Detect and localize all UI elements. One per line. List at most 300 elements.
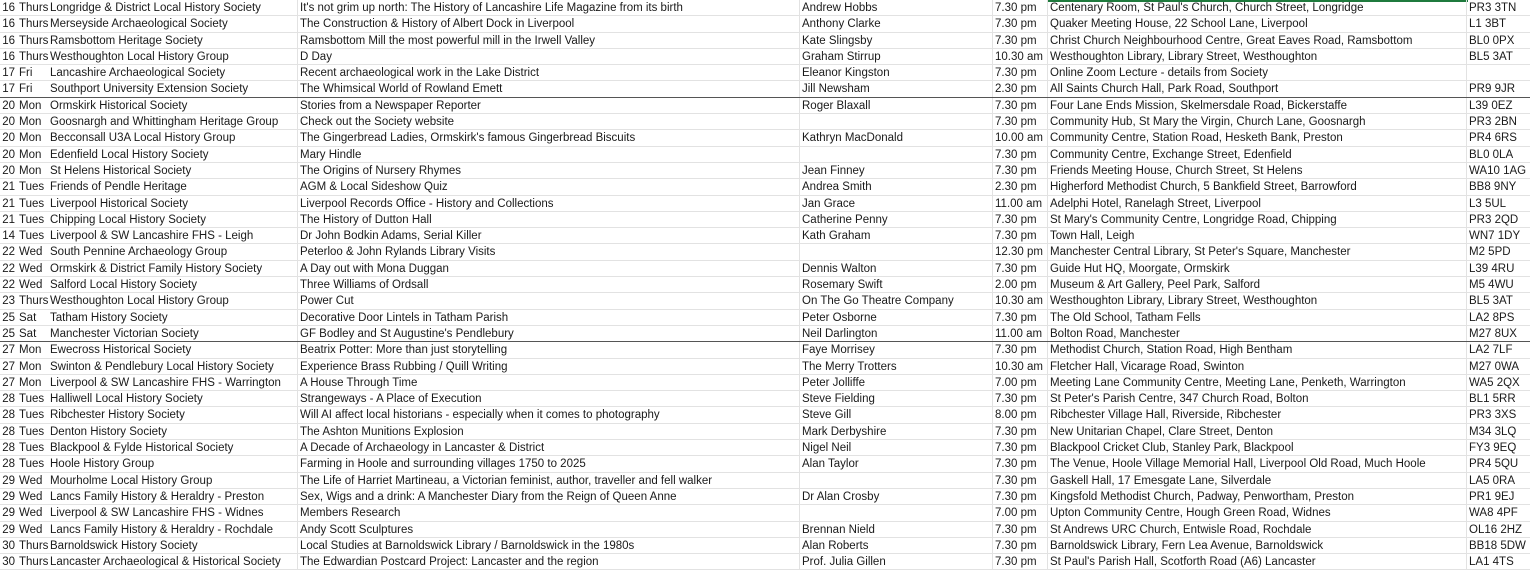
cell-time[interactable]: 7.30 pm xyxy=(993,114,1048,129)
cell-talk-title[interactable]: Members Research xyxy=(298,505,800,520)
cell-venue[interactable]: Adelphi Hotel, Ranelagh Street, Liverpool xyxy=(1048,196,1467,211)
cell-speaker[interactable]: Rosemary Swift xyxy=(800,277,993,292)
cell-postcode[interactable]: BB8 9NY xyxy=(1469,181,1517,194)
cell-time[interactable]: 7.30 pm xyxy=(993,147,1048,162)
cell-time[interactable]: 7.30 pm xyxy=(993,424,1048,439)
cell-venue[interactable]: Guide Hut HQ, Moorgate, Ormskirk xyxy=(1048,261,1467,276)
cell-postcode[interactable]: WA10 1AG xyxy=(1469,164,1527,177)
table-row xyxy=(0,489,1530,505)
cell-postcode[interactable]: WA8 4PF xyxy=(1469,507,1518,520)
cell-time[interactable]: 7.30 pm xyxy=(993,440,1048,455)
cell-date[interactable]: 22 xyxy=(2,262,15,275)
cell-speaker[interactable]: Anthony Clarke xyxy=(800,16,993,31)
cell-postcode[interactable]: PR3 3XS xyxy=(1469,409,1517,422)
cell-day[interactable]: Thurs xyxy=(19,295,48,308)
cell-society[interactable]: Lancs Family History & Heraldry - Rochdale xyxy=(48,522,298,537)
cell-venue[interactable]: Blackpool Cricket Club, Stanley Park, Blackpool xyxy=(1048,440,1467,455)
cell-speaker[interactable] xyxy=(800,473,993,488)
cell-date[interactable]: 14 xyxy=(2,230,15,243)
cell-postcode[interactable]: PR1 9EJ xyxy=(1469,490,1515,503)
cell-talk-title[interactable]: A Day out with Mona Duggan xyxy=(298,261,800,276)
cell-postcode[interactable]: L39 0EZ xyxy=(1469,99,1513,112)
cell-day[interactable]: Wed xyxy=(19,262,43,275)
table-row xyxy=(0,424,1530,440)
cell-postcode[interactable]: M27 0WA xyxy=(1469,360,1520,373)
cell-date[interactable]: 20 xyxy=(2,164,15,177)
cell-postcode[interactable]: BL0 0LA xyxy=(1469,148,1514,161)
cell-talk-title[interactable]: Stories from a Newspaper Reporter xyxy=(298,98,800,113)
table-row xyxy=(0,212,1530,228)
cell-postcode[interactable]: PR3 2BN xyxy=(1469,116,1517,129)
cell-society[interactable]: Southport University Extension Society xyxy=(48,81,298,96)
cell-venue[interactable]: Ribchester Village Hall, Riverside, Ribchester xyxy=(1048,407,1467,422)
cell-time[interactable]: 10.30 am xyxy=(993,49,1048,64)
cell-speaker[interactable]: Steve Gill xyxy=(800,407,993,422)
cell-day[interactable]: Mon xyxy=(19,116,42,129)
cell-postcode[interactable]: M5 4WU xyxy=(1469,279,1514,292)
table-row xyxy=(0,326,1530,342)
cell-society[interactable]: Ramsbottom Heritage Society xyxy=(48,33,298,48)
cell-venue[interactable]: Centenary Room, St Paul's Church, Church Street, Longridge xyxy=(1048,0,1467,15)
cell-talk-title[interactable]: Beatrix Potter: More than just storytelling xyxy=(298,342,800,357)
cell-day[interactable]: Wed xyxy=(19,246,43,259)
cell-postcode[interactable]: LA5 0RA xyxy=(1469,474,1516,487)
cell-speaker[interactable]: Kathryn MacDonald xyxy=(800,130,993,145)
cell-society[interactable]: Liverpool & SW Lancashire FHS - Warrington xyxy=(48,375,298,390)
cell-time[interactable]: 7.30 pm xyxy=(993,473,1048,488)
cell-talk-title[interactable]: Decorative Door Lintels in Tatham Parish xyxy=(298,310,800,325)
cell-time[interactable]: 2.30 pm xyxy=(993,81,1048,96)
cell-postcode[interactable]: LA2 7LF xyxy=(1469,344,1513,357)
cell-talk-title[interactable]: Experience Brass Rubbing / Quill Writing xyxy=(298,359,800,374)
cell-day[interactable]: Tues xyxy=(19,442,45,455)
table-row xyxy=(0,0,1530,16)
cell-date[interactable]: 28 xyxy=(2,442,15,455)
cell-speaker[interactable]: Andrew Hobbs xyxy=(800,0,993,15)
cell-society[interactable]: Ewecross Historical Society xyxy=(48,342,298,357)
cell-postcode[interactable]: WN7 1DY xyxy=(1469,230,1521,243)
cell-postcode[interactable] xyxy=(1467,65,1530,80)
cell-talk-title[interactable]: It's not grim up north: The History of Lancashire Life Magazine from its birth xyxy=(298,0,800,15)
cell-day[interactable]: Fri xyxy=(19,67,33,80)
cell-speaker[interactable]: Andrea Smith xyxy=(800,179,993,194)
cell-venue[interactable]: St Peter's Parish Centre, 347 Church Road, Bolton xyxy=(1048,391,1467,406)
cell-day[interactable]: Thurs xyxy=(19,50,48,63)
cell-time[interactable]: 11.00 am xyxy=(993,326,1048,341)
cell-time[interactable]: 7.00 pm xyxy=(993,375,1048,390)
cell-date[interactable]: 20 xyxy=(2,99,15,112)
cell-postcode[interactable]: WA5 2QX xyxy=(1469,376,1520,389)
cell-time[interactable]: 7.30 pm xyxy=(993,0,1048,15)
cell-day[interactable]: Wed xyxy=(19,523,43,536)
cell-day[interactable]: Mon xyxy=(19,148,42,161)
cell-date[interactable]: 17 xyxy=(2,67,15,80)
table-row xyxy=(0,33,1530,49)
cell-postcode[interactable]: LA1 4TS xyxy=(1469,556,1514,569)
cell-date[interactable]: 27 xyxy=(2,360,15,373)
cell-day[interactable]: Mon xyxy=(19,344,42,357)
cell-postcode[interactable]: PR4 5QU xyxy=(1469,458,1519,471)
cell-talk-title[interactable]: A Decade of Archaeology in Lancaster & District xyxy=(298,440,800,455)
cell-venue[interactable]: Christ Church Neighbourhood Centre, Great Eaves Road, Ramsbottom xyxy=(1048,33,1467,48)
cell-talk-title[interactable]: Peterloo & John Rylands Library Visits xyxy=(298,244,800,259)
cell-time[interactable]: 7.30 pm xyxy=(993,342,1048,357)
cell-time[interactable]: 8.00 pm xyxy=(993,407,1048,422)
cell-venue[interactable]: Friends Meeting House, Church Street, St Helens xyxy=(1048,163,1467,178)
cell-date[interactable]: 22 xyxy=(2,246,15,259)
cell-venue[interactable]: Meeting Lane Community Centre, Meeting Lane, Penketh, Warrington xyxy=(1048,375,1467,390)
cell-talk-title[interactable]: Local Studies at Barnoldswick Library / Barnoldswick in the 1980s xyxy=(298,538,800,553)
cell-date[interactable]: 20 xyxy=(2,148,15,161)
cell-day[interactable]: Tues xyxy=(19,458,45,471)
cell-date[interactable]: 29 xyxy=(2,507,15,520)
cell-date[interactable]: 21 xyxy=(2,181,15,194)
cell-postcode[interactable]: OL16 2HZ xyxy=(1469,523,1523,536)
cell-speaker[interactable]: Steve Fielding xyxy=(800,391,993,406)
cell-time[interactable]: 7.30 pm xyxy=(993,456,1048,471)
cell-venue[interactable]: New Unitarian Chapel, Clare Street, Denton xyxy=(1048,424,1467,439)
cell-society[interactable]: Longridge & District Local History Society xyxy=(48,0,298,15)
cell-date[interactable]: 16 xyxy=(2,2,15,14)
cell-speaker[interactable] xyxy=(800,244,993,259)
cell-time[interactable]: 10.30 am xyxy=(993,293,1048,308)
cell-postcode[interactable]: PR3 2QD xyxy=(1469,213,1519,226)
table-row xyxy=(0,114,1530,130)
cell-date[interactable]: 28 xyxy=(2,458,15,471)
cell-society[interactable]: Goosnargh and Whittingham Heritage Group xyxy=(48,114,298,129)
cell-talk-title[interactable]: The Life of Harriet Martineau, a Victorian feminist, author, traveller and fell walker xyxy=(298,473,800,488)
cell-venue[interactable]: Higherford Methodist Church, 5 Bankfield Street, Barrowford xyxy=(1048,179,1467,194)
cell-speaker[interactable]: Alan Taylor xyxy=(800,456,993,471)
cell-day[interactable]: Wed xyxy=(19,279,43,292)
cell-time[interactable]: 7.30 pm xyxy=(993,522,1048,537)
cell-speaker[interactable]: Graham Stirrup xyxy=(800,49,993,64)
cell-talk-title[interactable]: The Gingerbread Ladies, Ormskirk's famous Gingerbread Biscuits xyxy=(298,130,800,145)
cell-speaker[interactable]: Dennis Walton xyxy=(800,261,993,276)
cell-speaker[interactable]: Prof. Julia Gillen xyxy=(800,554,993,569)
cell-speaker[interactable] xyxy=(800,147,993,162)
cell-society[interactable]: Ribchester History Society xyxy=(48,407,298,422)
cell-venue[interactable]: All Saints Church Hall, Park Road, Southport xyxy=(1048,81,1467,96)
cell-date[interactable]: 28 xyxy=(2,425,15,438)
cell-society[interactable]: Lancashire Archaeological Society xyxy=(48,65,298,80)
cell-postcode[interactable]: BL5 3AT xyxy=(1469,295,1513,308)
cell-day[interactable]: Tues xyxy=(19,213,45,226)
cell-society[interactable]: St Helens Historical Society xyxy=(48,163,298,178)
cell-venue[interactable]: Community Centre, Exchange Street, Edenfield xyxy=(1048,147,1467,162)
cell-date[interactable]: 30 xyxy=(2,556,15,569)
cell-talk-title[interactable]: Will AI affect local historians - especially when it comes to photography xyxy=(298,407,800,422)
cell-day[interactable]: Thurs xyxy=(19,18,48,31)
cell-society[interactable]: Halliwell Local History Society xyxy=(48,391,298,406)
cell-venue[interactable]: Upton Community Centre, Hough Green Road, Widnes xyxy=(1048,505,1467,520)
cell-society[interactable]: Friends of Pendle Heritage xyxy=(48,179,298,194)
cell-society[interactable]: Liverpool & SW Lancashire FHS - Leigh xyxy=(48,228,298,243)
cell-day[interactable]: Tues xyxy=(19,197,45,210)
cell-venue[interactable]: Fletcher Hall, Vicarage Road, Swinton xyxy=(1048,359,1467,374)
cell-society[interactable]: Salford Local History Society xyxy=(48,277,298,292)
cell-society[interactable]: Blackpool & Fylde Historical Society xyxy=(48,440,298,455)
cell-postcode[interactable]: PR3 3TN xyxy=(1469,2,1517,14)
cell-postcode[interactable]: BL5 3AT xyxy=(1469,50,1513,63)
cell-society[interactable]: Liverpool Historical Society xyxy=(48,196,298,211)
table-row xyxy=(0,456,1530,472)
cell-speaker[interactable]: Peter Jolliffe xyxy=(800,375,993,390)
cell-day[interactable]: Thurs xyxy=(19,556,48,569)
cell-talk-title[interactable]: Ramsbottom Mill the most powerful mill in the Irwell Valley xyxy=(298,33,800,48)
cell-postcode[interactable]: L3 5UL xyxy=(1469,197,1507,210)
cell-talk-title[interactable]: The Edwardian Postcard Project: Lancaster and the region xyxy=(298,554,800,569)
cell-speaker[interactable]: Alan Roberts xyxy=(800,538,993,553)
cell-speaker[interactable] xyxy=(800,114,993,129)
cell-venue[interactable]: Four Lane Ends Mission, Skelmersdale Road, Bickerstaffe xyxy=(1048,98,1467,113)
cell-society[interactable]: Swinton & Pendlebury Local History Society xyxy=(48,359,298,374)
cell-date[interactable]: 29 xyxy=(2,474,15,487)
cell-time[interactable]: 7.30 pm xyxy=(993,212,1048,227)
table-row xyxy=(0,49,1530,65)
cell-date[interactable]: 27 xyxy=(2,344,15,357)
cell-venue[interactable]: Westhoughton Library, Library Street, Westhoughton xyxy=(1048,293,1467,308)
cell-date[interactable]: 16 xyxy=(2,50,15,63)
cell-day[interactable]: Thurs xyxy=(19,539,48,552)
table-row xyxy=(0,375,1530,391)
cell-day[interactable]: Fri xyxy=(19,83,33,96)
cell-time[interactable]: 7.30 pm xyxy=(993,228,1048,243)
cell-venue[interactable]: Bolton Road, Manchester xyxy=(1048,326,1467,341)
table-row xyxy=(0,522,1530,538)
cell-day[interactable]: Mon xyxy=(19,360,42,373)
cell-time[interactable]: 7.30 pm xyxy=(993,261,1048,276)
cell-venue[interactable]: Methodist Church, Station Road, High Bentham xyxy=(1048,342,1467,357)
cell-date[interactable]: 23 xyxy=(2,295,15,308)
cell-venue[interactable]: St Paul's Parish Hall, Scotforth Road (A6) Lancaster xyxy=(1048,554,1467,569)
cell-time[interactable]: 7.30 pm xyxy=(993,33,1048,48)
cell-time[interactable]: 10.30 am xyxy=(993,359,1048,374)
cell-speaker[interactable]: On The Go Theatre Company xyxy=(800,293,993,308)
cell-day[interactable]: Wed xyxy=(19,490,43,503)
cell-day[interactable]: Tues xyxy=(19,425,45,438)
cell-speaker[interactable]: Jan Grace xyxy=(800,196,993,211)
cell-postcode[interactable]: PR4 6RS xyxy=(1469,132,1517,145)
cell-society[interactable]: Lancaster Archaeological & Historical Society xyxy=(48,554,298,569)
table-row xyxy=(0,554,1530,570)
cell-time[interactable]: 12.30 pm xyxy=(993,244,1048,259)
cell-date[interactable]: 16 xyxy=(2,18,15,31)
cell-speaker[interactable]: Catherine Penny xyxy=(800,212,993,227)
cell-time[interactable]: 7.30 pm xyxy=(993,538,1048,553)
cell-venue[interactable]: Kingsfold Methodist Church, Padway, Penwortham, Preston xyxy=(1048,489,1467,504)
cell-society[interactable]: Lancs Family History & Heraldry - Preston xyxy=(48,489,298,504)
cell-speaker[interactable]: Neil Darlington xyxy=(800,326,993,341)
cell-society[interactable]: Westhoughton Local History Group xyxy=(48,49,298,64)
cell-society[interactable]: Barnoldswick History Society xyxy=(48,538,298,553)
cell-day[interactable]: Wed xyxy=(19,474,43,487)
cell-society[interactable]: Liverpool & SW Lancashire FHS - Widnes xyxy=(48,505,298,520)
cell-speaker[interactable]: Jill Newsham xyxy=(800,81,993,96)
cell-day[interactable]: Thurs xyxy=(19,2,48,14)
cell-date[interactable]: 28 xyxy=(2,393,15,406)
cell-day[interactable]: Thurs xyxy=(19,34,48,47)
cell-time[interactable]: 7.30 pm xyxy=(993,489,1048,504)
cell-speaker[interactable]: Kate Slingsby xyxy=(800,33,993,48)
cell-time[interactable]: 7.30 pm xyxy=(993,65,1048,80)
cell-day[interactable]: Tues xyxy=(19,393,45,406)
cell-talk-title[interactable]: Dr John Bodkin Adams, Serial Killer xyxy=(298,228,800,243)
cell-society[interactable]: Manchester Victorian Society xyxy=(48,326,298,341)
cell-society[interactable]: Westhoughton Local History Group xyxy=(48,293,298,308)
cell-postcode[interactable]: BL1 5RR xyxy=(1469,393,1516,406)
cell-talk-title[interactable]: D Day xyxy=(298,49,800,64)
cell-day[interactable]: Wed xyxy=(19,507,43,520)
cell-society[interactable]: Denton History Society xyxy=(48,424,298,439)
cell-society[interactable]: Ormskirk & District Family History Society xyxy=(48,261,298,276)
cell-date[interactable]: 20 xyxy=(2,132,15,145)
table-row xyxy=(0,473,1530,489)
cell-talk-title[interactable]: Mary Hindle xyxy=(298,147,800,162)
cell-day[interactable]: Tues xyxy=(19,230,45,243)
cell-society[interactable]: Edenfield Local History Society xyxy=(48,147,298,162)
cell-date[interactable]: 16 xyxy=(2,34,15,47)
cell-time[interactable]: 2.30 pm xyxy=(993,179,1048,194)
table-row xyxy=(0,342,1530,358)
cell-speaker[interactable]: Eleanor Kingston xyxy=(800,65,993,80)
cell-date[interactable]: 21 xyxy=(2,197,15,210)
cell-postcode[interactable]: M34 3LQ xyxy=(1469,425,1517,438)
cell-day[interactable]: Mon xyxy=(19,376,42,389)
cell-talk-title[interactable]: Farming in Hoole and surrounding villages 1750 to 2025 xyxy=(298,456,800,471)
cell-venue[interactable]: Town Hall, Leigh xyxy=(1048,228,1467,243)
table-row xyxy=(0,98,1530,114)
cell-society[interactable]: Chipping Local History Society xyxy=(48,212,298,227)
cell-time[interactable]: 7.30 pm xyxy=(993,310,1048,325)
cell-date[interactable]: 27 xyxy=(2,376,15,389)
cell-society[interactable]: Tatham History Society xyxy=(48,310,298,325)
cell-postcode[interactable]: BL0 0PX xyxy=(1469,34,1515,47)
cell-speaker[interactable]: Jean Finney xyxy=(800,163,993,178)
cell-day[interactable]: Mon xyxy=(19,132,42,145)
cell-society[interactable]: South Pennine Archaeology Group xyxy=(48,244,298,259)
cell-day[interactable]: Mon xyxy=(19,99,42,112)
cell-date[interactable]: 17 xyxy=(2,83,15,96)
cell-postcode[interactable]: L1 3BT xyxy=(1469,18,1507,31)
cell-time[interactable]: 7.30 pm xyxy=(993,98,1048,113)
cell-talk-title[interactable]: Three Williams of Ordsall xyxy=(298,277,800,292)
cell-day[interactable]: Tues xyxy=(19,409,45,422)
cell-time[interactable]: 7.30 pm xyxy=(993,391,1048,406)
cell-talk-title[interactable]: Sex, Wigs and a drink: A Manchester Diary from the Reign of Queen Anne xyxy=(298,489,800,504)
cell-day[interactable]: Sat xyxy=(19,327,37,340)
cell-date[interactable]: 21 xyxy=(2,213,15,226)
cell-postcode[interactable]: M27 8UX xyxy=(1469,327,1517,340)
cell-talk-title[interactable]: Check out the Society website xyxy=(298,114,800,129)
cell-society[interactable]: Hoole History Group xyxy=(48,456,298,471)
cell-postcode[interactable]: BB18 5DW xyxy=(1469,539,1526,552)
cell-talk-title[interactable]: Liverpool Records Office - History and Collections xyxy=(298,196,800,211)
cell-venue[interactable]: Gaskell Hall, 17 Emesgate Lane, Silverdale xyxy=(1048,473,1467,488)
cell-postcode[interactable]: PR9 9JR xyxy=(1469,83,1516,96)
cell-day[interactable]: Tues xyxy=(19,181,45,194)
cell-talk-title[interactable]: Andy Scott Sculptures xyxy=(298,522,800,537)
cell-talk-title[interactable]: The Ashton Munitions Explosion xyxy=(298,424,800,439)
table-row xyxy=(0,277,1530,293)
cell-society[interactable]: Merseyside Archaeological Society xyxy=(48,16,298,31)
table-row xyxy=(0,179,1530,195)
table-row xyxy=(0,65,1530,81)
table-row xyxy=(0,407,1530,423)
cell-speaker[interactable]: Faye Morrisey xyxy=(800,342,993,357)
cell-postcode[interactable]: FY3 9EQ xyxy=(1469,442,1517,455)
cell-speaker[interactable]: Nigel Neil xyxy=(800,440,993,455)
cell-time[interactable]: 10.00 am xyxy=(993,130,1048,145)
cell-day[interactable]: Sat xyxy=(19,311,37,324)
cell-postcode[interactable]: LA2 8PS xyxy=(1469,311,1515,324)
cell-venue[interactable]: Barnoldswick Library, Fern Lea Avenue, Barnoldswick xyxy=(1048,538,1467,553)
cell-time[interactable]: 7.00 pm xyxy=(993,505,1048,520)
cell-date[interactable]: 22 xyxy=(2,279,15,292)
cell-date[interactable]: 30 xyxy=(2,539,15,552)
cell-date[interactable]: 20 xyxy=(2,116,15,129)
cell-speaker[interactable]: Dr Alan Crosby xyxy=(800,489,993,504)
cell-venue[interactable]: Community Centre, Station Road, Hesketh Bank, Preston xyxy=(1048,130,1467,145)
cell-talk-title[interactable]: Strangeways - A Place of Execution xyxy=(298,391,800,406)
cell-speaker[interactable]: Kath Graham xyxy=(800,228,993,243)
cell-date[interactable]: 25 xyxy=(2,311,15,324)
cell-venue[interactable]: Manchester Central Library, St Peter's Square, Manchester xyxy=(1048,244,1467,259)
cell-talk-title[interactable]: AGM & Local Sideshow Quiz xyxy=(298,179,800,194)
cell-day[interactable]: Mon xyxy=(19,164,42,177)
cell-talk-title[interactable]: Recent archaeological work in the Lake District xyxy=(298,65,800,80)
cell-venue[interactable]: Online Zoom Lecture - details from Society xyxy=(1048,65,1467,80)
cell-talk-title[interactable]: A House Through Time xyxy=(298,375,800,390)
cell-date[interactable]: 28 xyxy=(2,409,15,422)
cell-talk-title[interactable]: The History of Dutton Hall xyxy=(298,212,800,227)
cell-venue[interactable]: Museum & Art Gallery, Peel Park, Salford xyxy=(1048,277,1467,292)
cell-speaker[interactable]: Brennan Nield xyxy=(800,522,993,537)
cell-date[interactable]: 29 xyxy=(2,523,15,536)
cell-speaker[interactable]: Mark Derbyshire xyxy=(800,424,993,439)
cell-date[interactable]: 29 xyxy=(2,490,15,503)
cell-time[interactable]: 7.30 pm xyxy=(993,16,1048,31)
table-row xyxy=(0,163,1530,179)
cell-venue[interactable]: The Venue, Hoole Village Memorial Hall, Liverpool Old Road, Much Hoole xyxy=(1048,456,1467,471)
cell-venue[interactable]: Community Hub, St Mary the Virgin, Church Lane, Goosnargh xyxy=(1048,114,1467,129)
cell-talk-title[interactable]: The Origins of Nursery Rhymes xyxy=(298,163,800,178)
cell-society[interactable]: Mourholme Local History Group xyxy=(48,473,298,488)
cell-time[interactable]: 2.00 pm xyxy=(993,277,1048,292)
cell-venue[interactable]: St Andrews URC Church, Entwisle Road, Rochdale xyxy=(1048,522,1467,537)
cell-speaker[interactable]: The Merry Trotters xyxy=(800,359,993,374)
cell-venue[interactable]: St Mary's Community Centre, Longridge Road, Chipping xyxy=(1048,212,1467,227)
cell-time[interactable]: 7.30 pm xyxy=(993,554,1048,569)
cell-venue[interactable]: Quaker Meeting House, 22 School Lane, Liverpool xyxy=(1048,16,1467,31)
cell-speaker[interactable]: Peter Osborne xyxy=(800,310,993,325)
cell-postcode[interactable]: M2 5PD xyxy=(1469,246,1511,259)
cell-venue[interactable]: Westhoughton Library, Library Street, Westhoughton xyxy=(1048,49,1467,64)
cell-venue[interactable]: The Old School, Tatham Fells xyxy=(1048,310,1467,325)
cell-speaker[interactable] xyxy=(800,505,993,520)
cell-date[interactable]: 25 xyxy=(2,327,15,340)
cell-talk-title[interactable]: Power Cut xyxy=(298,293,800,308)
cell-speaker[interactable]: Roger Blaxall xyxy=(800,98,993,113)
cell-talk-title[interactable]: GF Bodley and St Augustine's Pendlebury xyxy=(298,326,800,341)
cell-talk-title[interactable]: The Whimsical World of Rowland Emett xyxy=(298,81,800,96)
cell-time[interactable]: 7.30 pm xyxy=(993,163,1048,178)
cell-society[interactable]: Ormskirk Historical Society xyxy=(48,98,298,113)
cell-time[interactable]: 11.00 am xyxy=(993,196,1048,211)
cell-talk-title[interactable]: The Construction & History of Albert Dock in Liverpool xyxy=(298,16,800,31)
cell-postcode[interactable]: L39 4RU xyxy=(1469,262,1515,275)
cell-society[interactable]: Becconsall U3A Local History Group xyxy=(48,130,298,145)
